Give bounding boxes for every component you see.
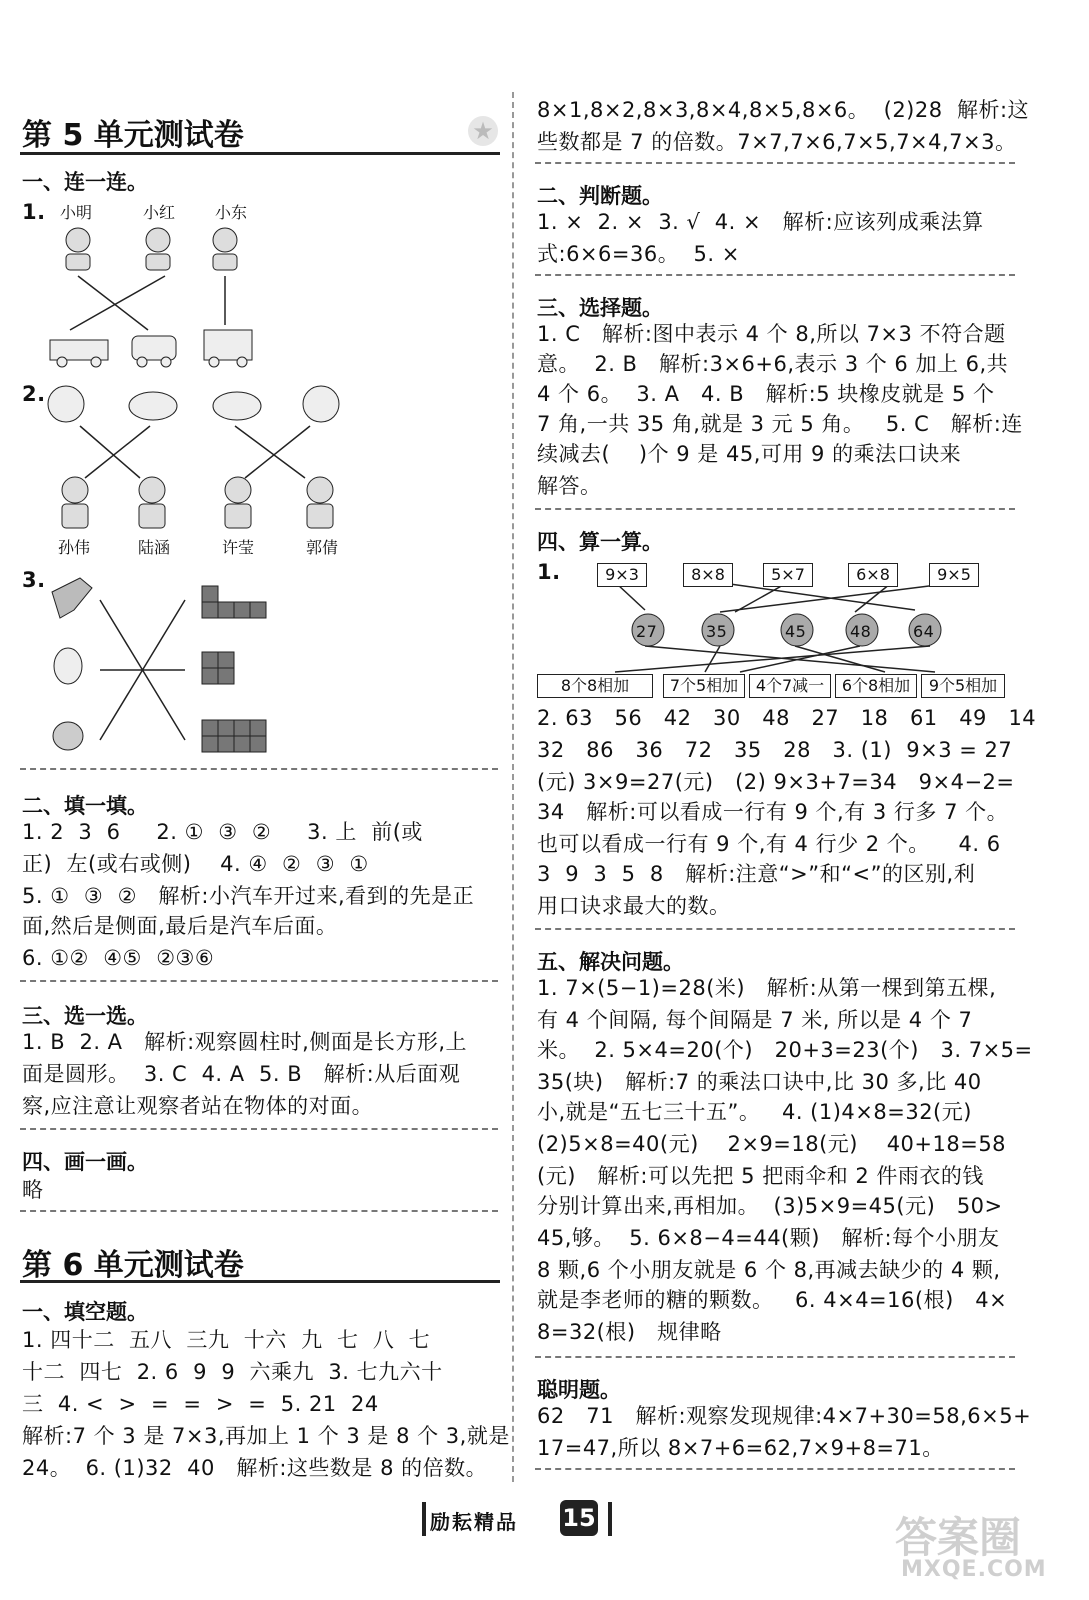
- name-label: 郭倩: [306, 538, 339, 557]
- answer-line: 意。 2. B 解析:3×6+6,表示 3 个 6 加上 6,共: [537, 352, 1009, 376]
- divider: [535, 928, 1015, 930]
- answer-line: 式:6×6=36。 5. ×: [537, 242, 740, 266]
- section-choose: 三、选一选。: [22, 1004, 148, 1028]
- column-divider: [512, 92, 514, 1482]
- answer-line: 就是李老师的糖的颗数。 6. 4×4=16(根) 4×: [537, 1288, 1008, 1312]
- watermark-logo: [895, 1505, 1065, 1585]
- answer-line: 也可以看成一行有 9 个,有 4 行少 2 个。 4. 6: [537, 832, 1001, 856]
- apple-value: 48: [850, 622, 872, 641]
- page-number: 15: [560, 1500, 598, 1536]
- answer-line: 解答。: [537, 474, 602, 498]
- answer-line: 十二 四七 2. 6 9 9 六乘九 3. 七九六十: [22, 1360, 443, 1384]
- title-rule: [20, 1280, 500, 1283]
- apple-value: 35: [706, 622, 728, 641]
- answer-line: 续减去( )个 9 是 45,可用 9 的乘法口诀来: [537, 442, 962, 466]
- divider: [20, 980, 498, 982]
- answer-line: 6. ①② ④⑤ ②③⑥: [22, 946, 215, 970]
- name-label: 陆涵: [138, 538, 171, 557]
- watermark-text: 答案圈: [895, 1513, 1022, 1562]
- child-icon: [66, 228, 237, 270]
- divider: [535, 1356, 1015, 1358]
- expression-box: 5×7: [763, 563, 813, 587]
- description-box: 6个8相加: [835, 674, 917, 698]
- name-label: 许莹: [222, 538, 255, 557]
- divider: [20, 1128, 498, 1130]
- section-calc: 四、算一算。: [537, 530, 663, 554]
- answer-line: 小,就是“五七三十五”。 4. (1)4×8=32(元): [537, 1100, 972, 1124]
- expression-box: 9×5: [929, 563, 979, 587]
- answer-line: 1. 四十二 五八 三九 十六 九 七 八 七: [22, 1328, 431, 1352]
- title-rule: [20, 152, 500, 155]
- answer-line: 有 4 个间隔, 每个间隔是 7 米, 所以是 4 个 7: [537, 1008, 973, 1032]
- footer-brand: 励耘精品: [430, 1510, 518, 1534]
- section-draw: 四、画一画。: [22, 1150, 148, 1174]
- q3-figure: [40, 570, 280, 760]
- answer-line: 米。 2. 5×4=20(个) 20+3=23(个) 3. 7×5=: [537, 1038, 1033, 1062]
- q1-number: 1.: [22, 200, 46, 224]
- vehicle-icon: [50, 330, 252, 367]
- divider: [20, 1210, 498, 1212]
- block-icon: [202, 586, 266, 752]
- apple-value: 45: [785, 622, 807, 641]
- animal-icon: [52, 578, 92, 750]
- section-connect: 一、连一连。: [22, 170, 148, 194]
- answer-line: 1. C 解析:图中表示 4 个 8,所以 7×3 不符合题: [537, 322, 1006, 346]
- watermark-url: MXQE.COM: [901, 1557, 1047, 1582]
- section-choose: 三、选择题。: [537, 296, 663, 320]
- name-label: 孙伟: [58, 538, 91, 557]
- answer-line: 3 9 3 5 8 解析:注意“>”和“<”的区别,利: [537, 862, 976, 886]
- answer-line: 面,然后是侧面,最后是汽车后面。: [22, 914, 338, 938]
- answer-line: 1. 2 3 6 2. ① ③ ② 3. 上 前(或: [22, 820, 423, 844]
- answer-line: (2)5×8=40(元) 2×9=18(元) 40+18=58: [537, 1132, 1007, 1156]
- section-fill: 二、填一填。: [22, 794, 148, 818]
- answer-line: 1. 7×(5−1)=28(米) 解析:从第一棵到第五棵,: [537, 976, 997, 1000]
- answer-line: 8 颗,6 个小朋友就是 6 个 8,再减去缺少的 4 颗,: [537, 1258, 1001, 1282]
- description-box: 4个7减一: [749, 674, 831, 698]
- child-icon: [62, 477, 333, 528]
- answer-line: 17=47,所以 8×7+6=62,7×9+8=71。: [537, 1436, 944, 1460]
- answer-line: 34 解析:可以看成一行有 9 个,有 3 行多 7 个。: [537, 800, 1009, 824]
- q2-figure: [40, 378, 350, 538]
- answer-line: 62 71 解析:观察发现规律:4×7+30=58,6×5+: [537, 1404, 1032, 1428]
- divider: [535, 162, 1015, 164]
- answer-line: 32 86 36 72 35 28 3. (1) 9×3 = 27: [537, 738, 1013, 762]
- divider: [20, 768, 498, 770]
- answer-line: 1. × 2. × 3. √ 4. × 解析:应该列成乘法算: [537, 210, 984, 234]
- answer-line: 2. 63 56 42 30 48 27 18 61 49 14: [537, 706, 1037, 730]
- answer-line: 45,够。 5. 6×8−4=44(颗) 解析:每个小朋友: [537, 1226, 1000, 1250]
- unit5-title: 第 5 单元测试卷: [22, 118, 244, 153]
- footer-bar: [422, 1502, 426, 1536]
- answer-line: (元) 解析:可以先把 5 把雨伞和 2 件雨衣的钱: [537, 1164, 984, 1188]
- footer-bar: [608, 1502, 612, 1536]
- description-box: 9个5相加: [921, 674, 1005, 698]
- q3-number: 3.: [22, 568, 46, 592]
- apple-value: 64: [913, 622, 935, 641]
- section-fill-blank: 一、填空题。: [22, 1300, 148, 1324]
- divider: [535, 508, 1015, 510]
- answer-line: 分别计算出来,再相加。 (3)5×9=45(元) 50>: [537, 1194, 1003, 1218]
- section-solve: 五、解决问题。: [537, 950, 684, 974]
- object-icon: [48, 386, 339, 422]
- page-footer: [430, 1500, 660, 1540]
- description-box: 8个8相加: [537, 674, 653, 698]
- q2-number: 2.: [22, 382, 46, 406]
- answer-line: 解析:7 个 3 是 7×3,再加上 1 个 3 是 8 个 3,就是: [22, 1424, 510, 1448]
- answer-line: 正) 左(或右或侧) 4. ④ ② ③ ①: [22, 852, 369, 876]
- name-label: 小东: [215, 203, 248, 222]
- answer-line: 24。 6. (1)32 40 解析:这些数是 8 的倍数。: [22, 1456, 488, 1480]
- answer-line: 8=32(根) 规律略: [537, 1320, 722, 1344]
- description-box: 7个5相加: [663, 674, 745, 698]
- answer-line: 察,应注意让观察者站在物体的对面。: [22, 1094, 374, 1118]
- section-judge: 二、判断题。: [537, 184, 663, 208]
- answer-line: (元) 3×9=27(元) (2) 9×3+7=34 9×4−2=: [537, 770, 1015, 794]
- name-label: 小红: [143, 203, 176, 222]
- unit6-title: 第 6 单元测试卷: [22, 1248, 244, 1283]
- answer-line: 三 4. < > = = > = 5. 21 24: [22, 1392, 379, 1416]
- expression-box: 6×8: [848, 563, 898, 587]
- answer-line: 略: [22, 1178, 44, 1202]
- answer-line: 5. ① ③ ② 解析:小汽车开过来,看到的先是正: [22, 884, 475, 908]
- q1-number: 1.: [537, 560, 561, 584]
- star-icon: ★: [468, 116, 498, 146]
- name-label: 小明: [60, 203, 93, 222]
- answer-line: 些数都是 7 的倍数。7×7,7×6,7×5,7×4,7×3。: [537, 130, 1017, 154]
- expression-box: 8×8: [683, 563, 733, 587]
- answer-line: 1. B 2. A 解析:观察圆柱时,侧面是长方形,上: [22, 1030, 467, 1054]
- divider: [535, 274, 1015, 276]
- expression-box: 9×3: [597, 563, 647, 587]
- divider: [535, 1468, 1015, 1470]
- answer-line: 7 角,一共 35 角,就是 3 元 5 角。 5. C 解析:连: [537, 412, 1023, 436]
- q1-figure: [40, 220, 260, 370]
- answer-line: 8×1,8×2,8×3,8×4,8×5,8×6。 (2)28 解析:这: [537, 98, 1030, 122]
- answer-line: 用口诀求最大的数。: [537, 894, 731, 918]
- apple-value: 27: [636, 622, 658, 641]
- answer-line: 35(块) 解析:7 的乘法口诀中,比 30 多,比 40: [537, 1070, 982, 1094]
- section-smart: 聪明题。: [537, 1378, 621, 1402]
- answer-line: 面是圆形。 3. C 4. A 5. B 解析:从后面观: [22, 1062, 461, 1086]
- answer-line: 4 个 6。 3. A 4. B 解析:5 块橡皮就是 5 个: [537, 382, 995, 406]
